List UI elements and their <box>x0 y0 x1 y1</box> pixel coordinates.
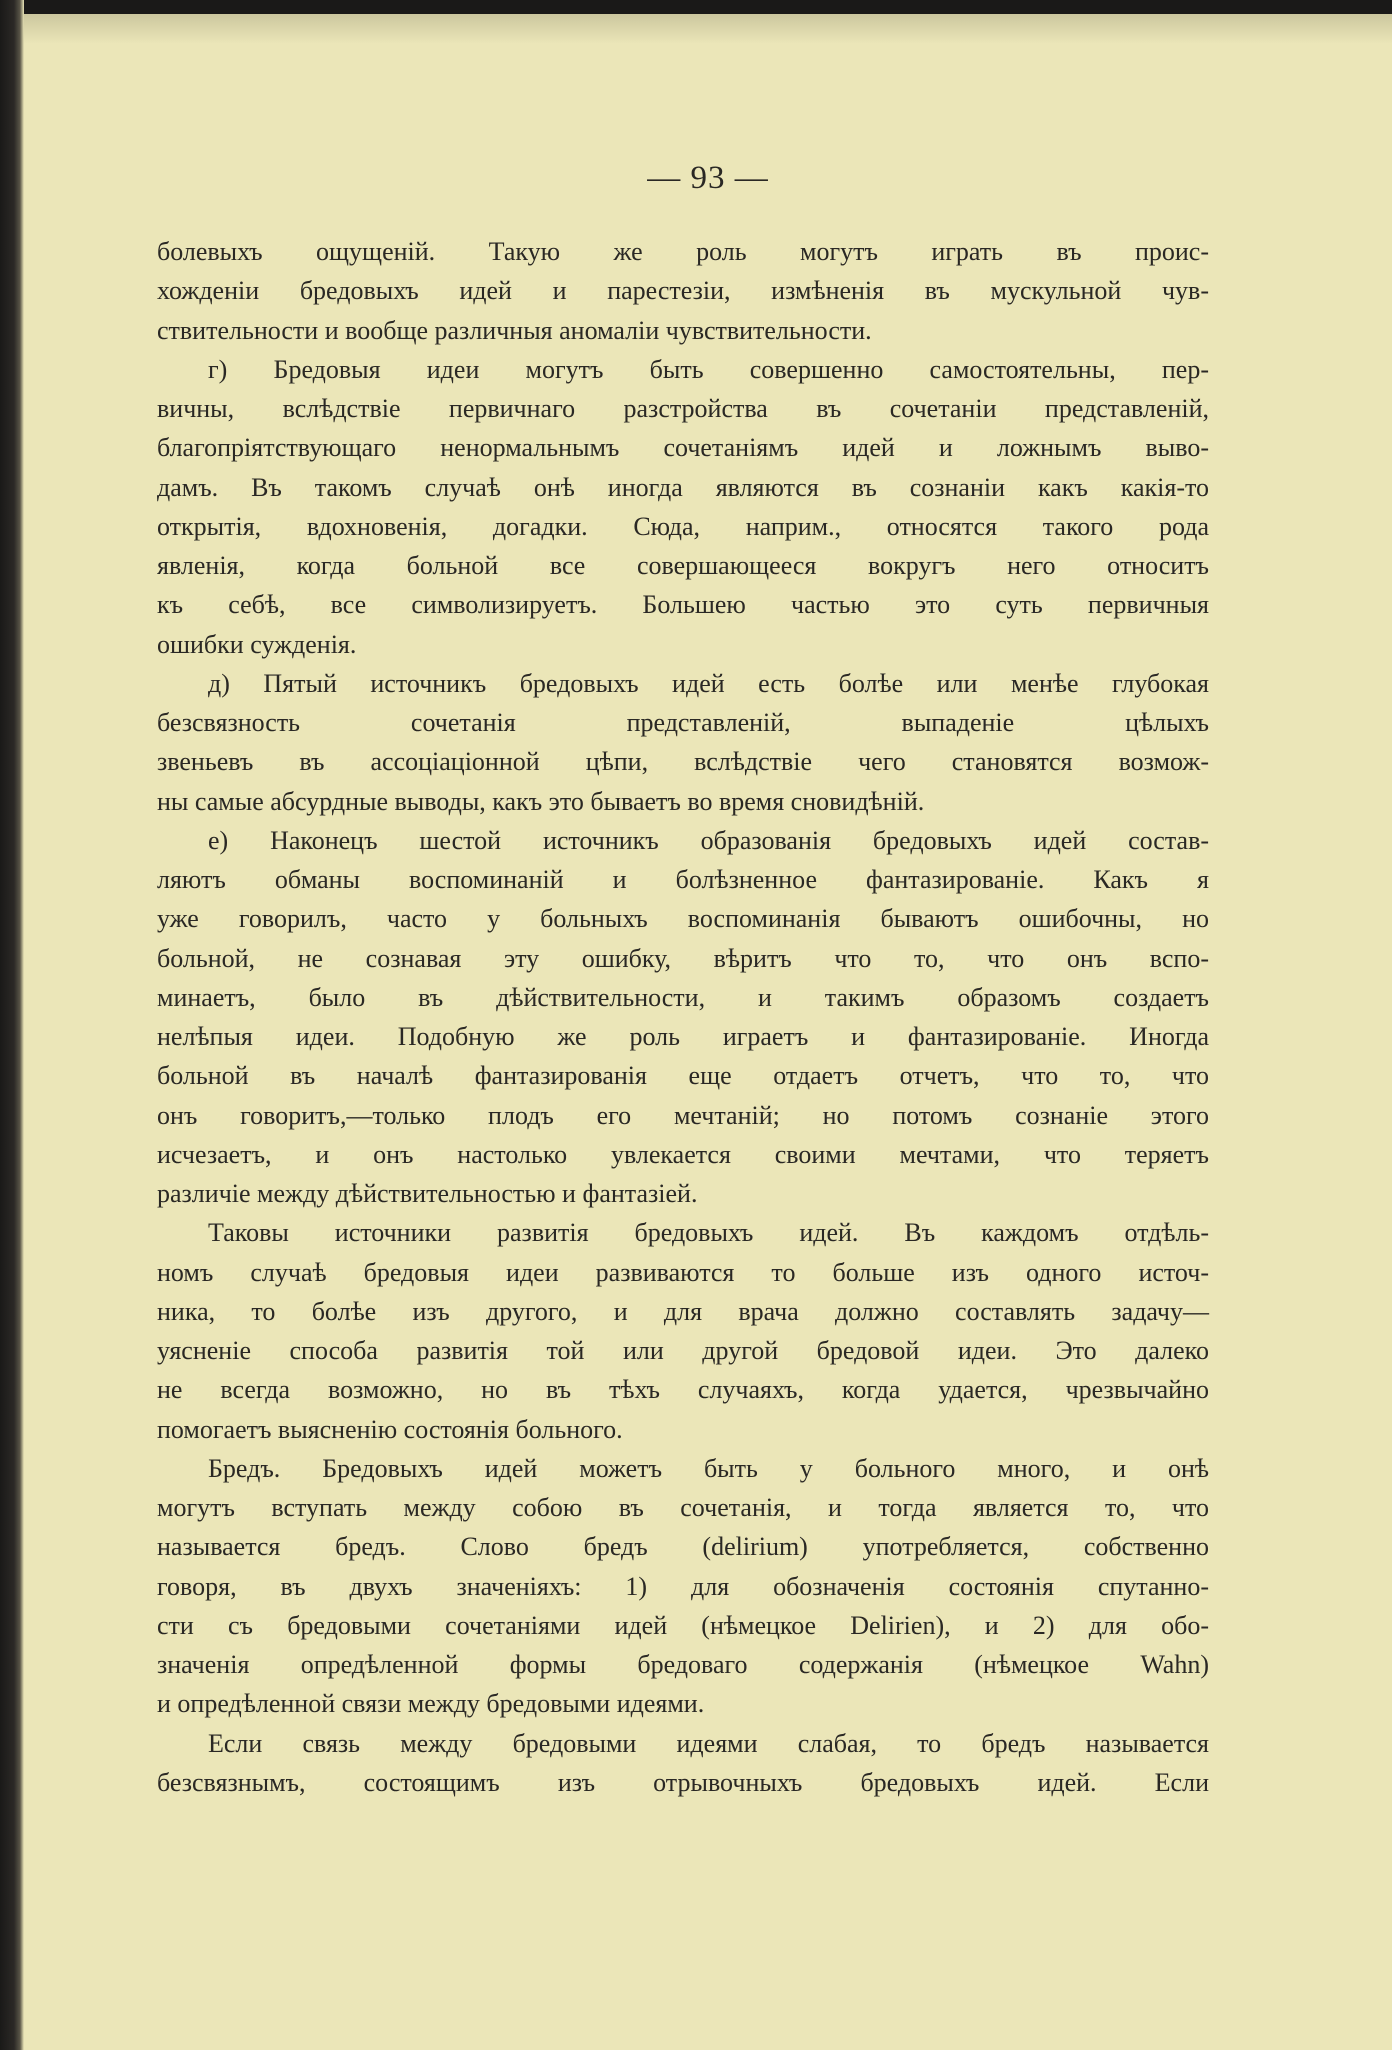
text-line: вичны, вслѣдствіе первичнаго разстройства въ сочетаніи представленій, <box>157 394 1209 423</box>
page-number: — 93 — <box>647 160 769 196</box>
text-line: звеньевъ въ ассоціаціонной цѣпи, вслѣдствіе чего становятся возмож- <box>157 747 1209 777</box>
text-line: Бредъ. Бредовыхъ идей можетъ быть у больного много, и онѣ <box>208 1453 1209 1483</box>
text-line: Таковы источники развитія бредовыхъ идей. Въ каждомъ отдѣль- <box>208 1218 1209 1248</box>
text-line: минаетъ, было въ дѣйствительности, и такимъ образомъ создаетъ <box>157 982 1209 1012</box>
scan-edge-top <box>0 0 1392 14</box>
text-line: ошибки сужденія. <box>157 629 357 659</box>
text-line: е) Наконецъ шестой источникъ образованія бредовыхъ идей состав- <box>208 825 1209 855</box>
text-line: безсвязнымъ, состоящимъ изъ отрывочныхъ бредовыхъ идей. Если <box>157 1767 1209 1797</box>
text-line: различіе между дѣйствительностью и фантазіей. <box>157 1179 698 1208</box>
text-line: говоря, въ двухъ значеніяхъ: 1) для обозначенія состоянія спутанно- <box>157 1571 1209 1601</box>
body-text <box>157 232 1209 1802</box>
text-line: Если связь между бредовыми идеями слабая, то бредъ называется <box>208 1728 1209 1758</box>
text-line: исчезаетъ, и онъ настолько увлекается своими мечтами, что теряетъ <box>157 1139 1209 1169</box>
text-line: и опредѣленной связи между бредовыми идеями. <box>157 1689 705 1719</box>
text-line: д) Пятый источникъ бредовыхъ идей есть болѣе или менѣе глубокая <box>208 668 1209 698</box>
text-line: дамъ. Въ такомъ случаѣ онѣ иногда являются въ сознаніи какъ какія-то <box>157 472 1209 502</box>
text-line: открытія, вдохновенія, догадки. Сюда, наприм., относятся такого рода <box>157 511 1209 541</box>
text-line: ляютъ обманы воспоминаній и болѣзненное фантазированіе. Какъ я <box>157 865 1209 894</box>
paragraph <box>157 664 1209 821</box>
text-line: нелѣпыя идеи. Подобную же роль играетъ и фантазированіе. Иногда <box>157 1022 1209 1051</box>
text-line: значенія опредѣленной формы бредоваго содержанія (нѣмецкое Wahn) <box>157 1650 1209 1679</box>
text-line: хожденіи бредовыхъ идей и парестезіи, измѣненія въ мускульной чув- <box>157 276 1209 306</box>
paragraph <box>157 350 1209 664</box>
text-line: уясненіе способа развитія той или другой бредовой идеи. Это далеко <box>157 1336 1209 1365</box>
text-line: сти съ бредовыми сочетаніями идей (нѣмецкое Delirien), и 2) для обо- <box>157 1610 1209 1640</box>
text-line: явленія, когда больной все совершающееся вокругъ него относитъ <box>157 551 1209 580</box>
text-line: ны самые абсурдные выводы, какъ это бываетъ во время сновидѣній. <box>157 786 925 816</box>
text-line: ника, то болѣе изъ другого, и для врача должно составлять задачу— <box>157 1296 1209 1326</box>
text-line: ствительности и вообще различныя аномаліи чувствительности. <box>157 315 872 345</box>
text-line: называется бредъ. Слово бредъ (delirium) употребляется, собственно <box>157 1532 1209 1562</box>
text-line: могутъ вступать между собою въ сочетанія, и тогда является то, что <box>157 1493 1209 1522</box>
text-line: болевыхъ ощущеній. Такую же роль могутъ играть въ проис- <box>157 237 1209 266</box>
text-line: безсвязность сочетанія представленій, выпаденіе цѣлыхъ <box>157 708 1209 737</box>
paragraph <box>157 821 1209 1214</box>
book-page <box>24 14 1392 2050</box>
text-line: больной въ началѣ фантазированія еще отдаетъ отчетъ, что то, что <box>157 1061 1209 1091</box>
text-line: не всегда возможно, но въ тѣхъ случаяхъ, когда удается, чрезвычайно <box>157 1375 1209 1405</box>
paragraph <box>157 1449 1209 1724</box>
text-line: помогаетъ выясненію состоянія больного. <box>157 1414 623 1444</box>
scan-edge-left <box>0 0 24 2050</box>
paragraph <box>157 232 1209 350</box>
paragraph <box>157 1213 1209 1449</box>
text-line: больной, не сознавая эту ошибку, вѣритъ что то, что онъ вспо- <box>157 943 1209 973</box>
text-line: благопріятствующаго ненормальнымъ сочетаніямъ идей и ложнымъ выво- <box>157 433 1209 463</box>
text-line: онъ говоритъ,—только плодъ его мечтаній; но потомъ сознаніе этого <box>157 1100 1209 1130</box>
text-line: г) Бредовыя идеи могутъ быть совершенно самостоятельны, пер- <box>208 354 1209 384</box>
text-line: къ себѣ, все символизируетъ. Большею частью это суть первичныя <box>157 590 1209 620</box>
paragraph <box>157 1724 1209 1803</box>
text-line: номъ случаѣ бредовыя идеи развиваются то больше изъ одного источ- <box>157 1257 1209 1287</box>
text-line: уже говорилъ, часто у больныхъ воспоминанія бываютъ ошибочны, но <box>157 904 1209 934</box>
